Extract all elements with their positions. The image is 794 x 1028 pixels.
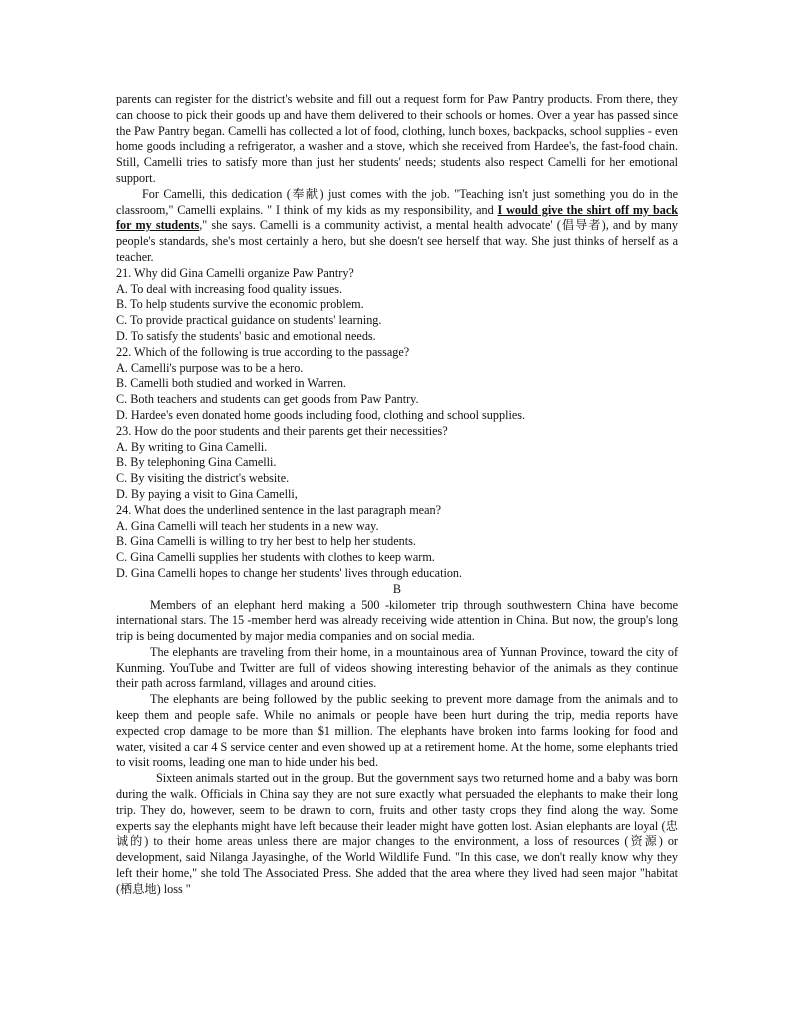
option-c: C. By visiting the district's website. [116, 471, 290, 486]
option-b: B. Camelli both studied and worked in Warren. [116, 376, 346, 391]
option-a: A. By writing to Gina Camelli. [116, 439, 268, 454]
option-c: C. Gina Camelli supplies her students with clothes to keep warm. [116, 550, 435, 565]
section-heading-b: B [392, 581, 402, 596]
question-22 [116, 345, 678, 424]
passage-a-paragraph-2 [116, 187, 678, 266]
passage-b-paragraph-4: Sixteen animals started out in the group. But the government says two returned home and a baby was born during the walk. Officials in China say they are not sure exactly what persuaded the elephants to make their long trip. They do, however, seem to be drawn to corn, fruits and other tasty crops they find along the way. Some experts say the elephants might have left because their leader might have gotten lost. Asian elephants are loyal (忠诚的) to their home areas unless there are major changes to the environment, a loss of resources (资源) or development, said Nilanga Jayasinghe, of the World Wildlife Fund. "In this case, we don't really know why they left their home," she told The Associated Press. She added that the area where they lived had seen major "habitat (栖息地) loss " [116, 771, 678, 896]
option-d: D. Hardee's even donated home goods including food, clothing and school supplies. [116, 407, 526, 422]
paragraph-2-text-before: For Camelli, this dedication (奉献) just comes with the job. "Teaching isn't just something you do in the classroom," Camelli explains. " I think of my kids as my responsibility, and [116, 186, 678, 217]
document-page [116, 92, 678, 898]
option-c: C. To provide practical guidance on students' learning. [116, 313, 382, 328]
option-d: D. Gina Camelli hopes to change her students' lives through education. [116, 565, 463, 580]
question-stem: 23. How do the poor students and their parents get their necessities? [116, 423, 448, 438]
question-stem: 21. Why did Gina Camelli organize Paw Pantry? [116, 265, 354, 280]
option-d: D. By paying a visit to Gina Camelli, [116, 486, 298, 501]
question-23 [116, 424, 678, 503]
option-b: B. By telephoning Gina Camelli. [116, 455, 277, 470]
question-stem: 22. Which of the following is true according to the passage? [116, 344, 410, 359]
question-24 [116, 503, 678, 582]
question-stem: 24. What does the underlined sentence in the last paragraph mean? [116, 502, 441, 517]
passage-b-paragraph-1: Members of an elephant herd making a 500 -kilometer trip through southwestern China have become international stars. The 15 -member herd was already receiving wide attention in China. But now, the group's long trip is being documented by major media companies and on social media. [116, 597, 678, 644]
option-a: A. Camelli's purpose was to be a hero. [116, 360, 304, 375]
paragraph-2-text-after: ," she says. Camelli is a community activist, a mental health advocate' (倡导者), and by many people's standards, she's most certainly a hero, but she doesn't see herself that way. She just thinks of herself as a teacher. [116, 218, 678, 264]
passage-b-paragraph-3: The elephants are being followed by the public seeking to prevent more damage from the animals and to keep them and people safe. While no animals or people have been hurt during the trip, media reports have expected crop damage to be more than $1 million. The elephants have broken into farms looking for food and water, visited a car 4 S service center and even showed up at a retirement home. At the home, some elephants tried to visit rooms, leading one man to hide under his bed. [116, 692, 678, 770]
passage-b-paragraph-2: The elephants are traveling from their home, in a mountainous area of Yunnan Province, toward the city of Kunming. YouTube and Twitter are full of videos showing interesting behavior of the animals as they continue their path across farmland, villages and around cities. [116, 644, 678, 691]
question-21 [116, 266, 678, 345]
option-a: A. To deal with increasing food quality issues. [116, 281, 343, 296]
passage-a-paragraph-1: parents can register for the district's website and fill out a request form for Paw Pantry products. From there, they can choose to pick their goods up and have them delivered to their schools or homes. Over a year has passed since the Paw Pantry began. Camelli has collected a lot of food, clothing, lunch boxes, backpacks, school supplies - even home goods including a refrigerator, a washer and a stove, which she received from Hardee's, the fast-food chain. Still, Camelli tries to satisfy more than just her students' needs; students also respect Camelli for her emotional support. [116, 92, 678, 185]
option-a: A. Gina Camelli will teach her students in a new way. [116, 518, 379, 533]
option-d: D. To satisfy the students' basic and emotional needs. [116, 328, 376, 343]
option-b: B. Gina Camelli is willing to try her best to help her students. [116, 534, 416, 549]
option-c: C. Both teachers and students can get goods from Paw Pantry. [116, 392, 419, 407]
option-b: B. To help students survive the economic problem. [116, 297, 364, 312]
underlined-sentence: I would give the shirt off my back for my students [116, 202, 679, 233]
